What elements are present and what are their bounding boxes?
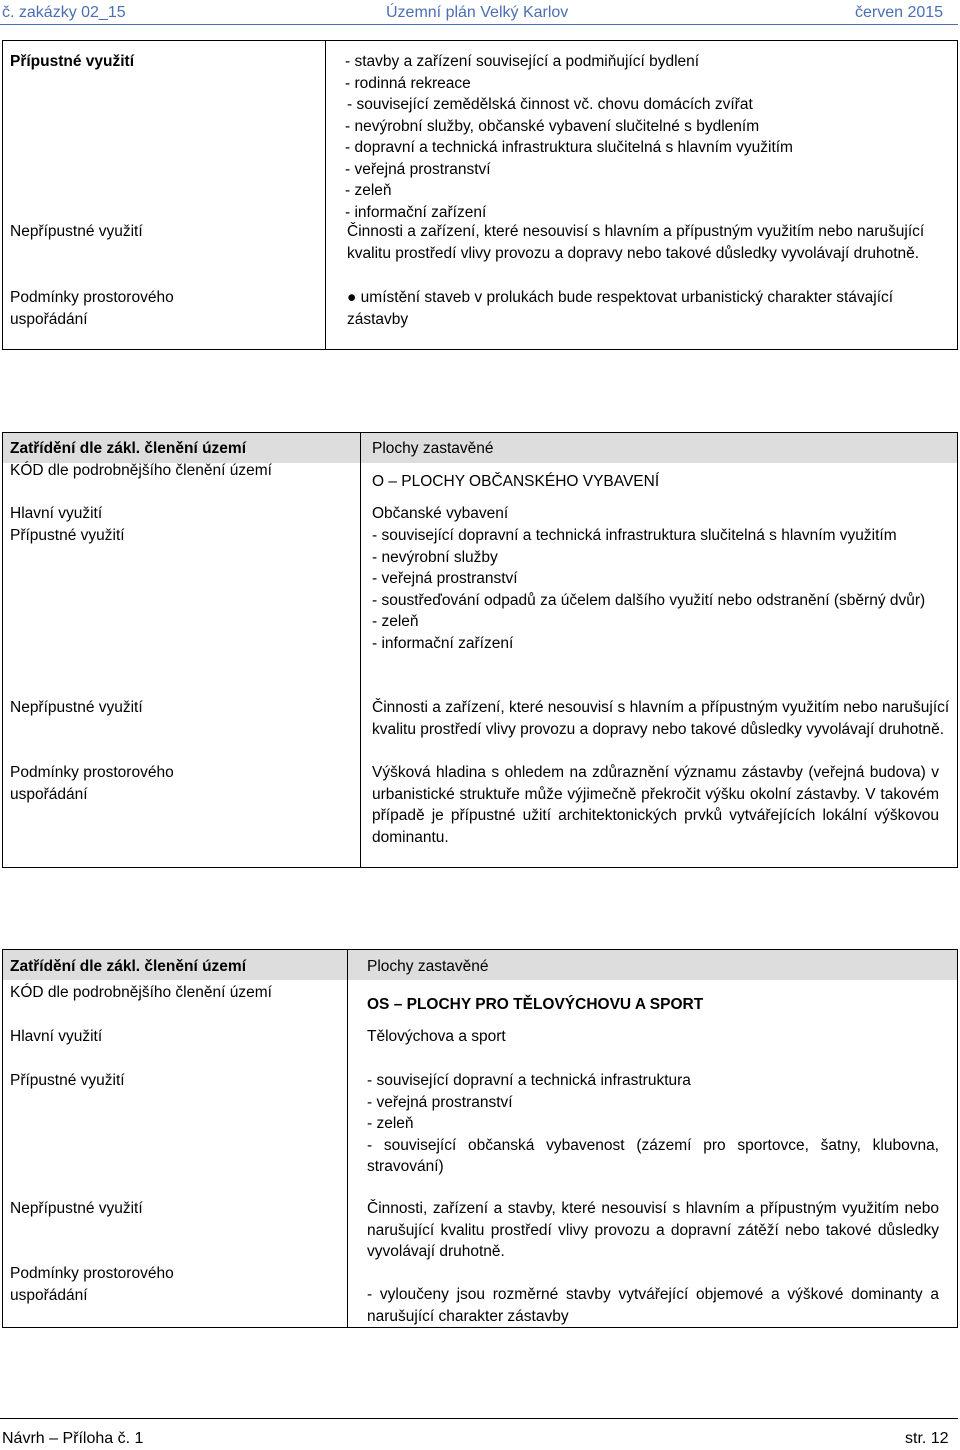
spatial-conditions-text: - vyloučeny jsou rozměrné stavby vytvářející objemové a výškové dominanty a narušující charakter zástavby — [367, 1286, 939, 1325]
header-document-title: Územní plán Velký Karlov — [386, 4, 569, 21]
list-item: - související zemědělská činnost vč. chovu domácích zvířat — [347, 96, 753, 113]
header-date: červen 2015 — [855, 4, 944, 21]
column-divider — [347, 950, 348, 1327]
label-forbidden-use: Nepřípustné využití — [10, 1200, 143, 1217]
label-main-use: Hlavní využití — [10, 1028, 103, 1045]
label-allowed-use: Přípustné využití — [10, 527, 125, 544]
label-allowed-use: Přípustné využití — [10, 53, 135, 70]
allowed-use-list — [367, 1070, 939, 1178]
header-rule — [0, 24, 958, 25]
label-spatial-conditions: Podmínky prostorového uspořádání — [10, 1265, 174, 1304]
list-item: - informační zařízení — [345, 203, 487, 221]
list-item: - soustřeďování odpadů za účelem dalšího využití nebo odstranění (sběrný dvůr) — [372, 591, 926, 609]
label-code: KÓD dle podrobnějšího členění území — [10, 984, 272, 1001]
list-item: - zeleň — [372, 613, 419, 630]
label-allowed-use: Přípustné využití — [10, 1072, 125, 1089]
list-item: - nevýrobní služby, občanské vybavení slučitelné s bydlením — [345, 117, 760, 135]
list-item: - veřejná prostranství — [345, 160, 491, 178]
list-item: - informační zařízení — [372, 634, 514, 652]
list-item: - zeleň — [345, 182, 392, 199]
column-divider — [325, 41, 326, 349]
label-classification: Zatřídění dle zákl. členění území — [10, 958, 247, 975]
zone-code-value: OS – PLOCHY PRO TĚLOVÝCHOVU A SPORT — [367, 996, 704, 1013]
forbidden-use-text: Činnosti, zařízení a stavby, které nesouvisí s hlavním a přípustným využitím nebo narušující kvalitu prostředí vlivy provozu a dopravní zátěží nebo takové důsledky vyvolávají druhotně. — [367, 1200, 939, 1260]
classification-value: Plochy zastavěné — [367, 958, 489, 975]
list-item: - související dopravní a technická infrastruktura slučitelná s hlavním využitím — [372, 527, 897, 544]
regulation-table-residential — [2, 40, 958, 350]
page-header — [0, 0, 960, 28]
page-footer — [0, 1418, 960, 1449]
list-item: - související občanská vybavenost (zázemí pro sportovce, šatny, klubovna, stravování) — [367, 1136, 939, 1175]
allowed-use-list — [345, 51, 950, 223]
page-number: str. 12 — [905, 1430, 949, 1447]
allowed-use-list — [372, 525, 948, 654]
classification-value: Plochy zastavěné — [372, 440, 494, 457]
forbidden-use-text: Činnosti a zařízení, které nesouvisí s hlavním a přípustným využitím nebo narušující kvalitu prostředí vlivy provozu a dopravy nebo takové důsledky vyvolávají druhotně. — [347, 223, 925, 262]
regulation-table-sport — [2, 949, 958, 1328]
label-spatial-conditions: Podmínky prostorového uspořádání — [10, 289, 174, 328]
footer-rule — [0, 1418, 958, 1419]
label-code: KÓD dle podrobnějšího členění území — [10, 462, 272, 479]
list-item: - veřejná prostranství — [367, 1093, 513, 1111]
list-item: - nevýrobní služby — [372, 548, 498, 566]
label-classification: Zatřídění dle zákl. členění území — [10, 440, 247, 457]
label-spatial-conditions: Podmínky prostorového uspořádání — [10, 764, 174, 803]
list-item: - stavby a zařízení související a podmiňující bydlení — [345, 53, 700, 70]
main-use-value: Tělovýchova a sport — [367, 1028, 506, 1045]
label-main-use: Hlavní využití — [10, 505, 103, 522]
list-item: - rodinná rekreace — [345, 74, 471, 92]
zone-code-value: O – PLOCHY OBČANSKÉHO VYBAVENÍ — [372, 473, 660, 490]
list-item: - zeleň — [367, 1115, 414, 1132]
header-contract-number: č. zakázky 02_15 — [2, 4, 126, 21]
main-use-value: Občanské vybavení — [372, 505, 509, 522]
regulation-table-civic — [2, 432, 958, 868]
spatial-conditions-text: Výšková hladina s ohledem na zdůraznění významu zástavby (veřejná budova) v urbanistické struktuře může výjimečně překročit výšku okolní zástavby. V takovém případě je přípustné užití architektonických prvků vytvářejících lokální výškovou dominantu. — [372, 764, 939, 846]
list-item: - veřejná prostranství — [372, 570, 518, 587]
footer-document-label: Návrh – Příloha č. 1 — [2, 1430, 144, 1447]
list-item: - související dopravní a technická infrastruktura — [367, 1072, 691, 1089]
label-forbidden-use: Nepřípustné využití — [10, 699, 143, 716]
spatial-conditions-text: ● umístění staveb v prolukách bude respektovat urbanistický charakter stávající zástavby — [347, 289, 894, 328]
list-item: - dopravní a technická infrastruktura slučitelná s hlavním využitím — [345, 139, 793, 156]
forbidden-use-text: Činnosti a zařízení, které nesouvisí s hlavním a přípustným využitím nebo narušující kvalitu prostředí vlivy provozu a dopravy nebo takové důsledky vyvolávají druhotně. — [372, 699, 950, 738]
column-divider — [360, 433, 361, 867]
label-forbidden-use: Nepřípustné využití — [10, 223, 143, 240]
